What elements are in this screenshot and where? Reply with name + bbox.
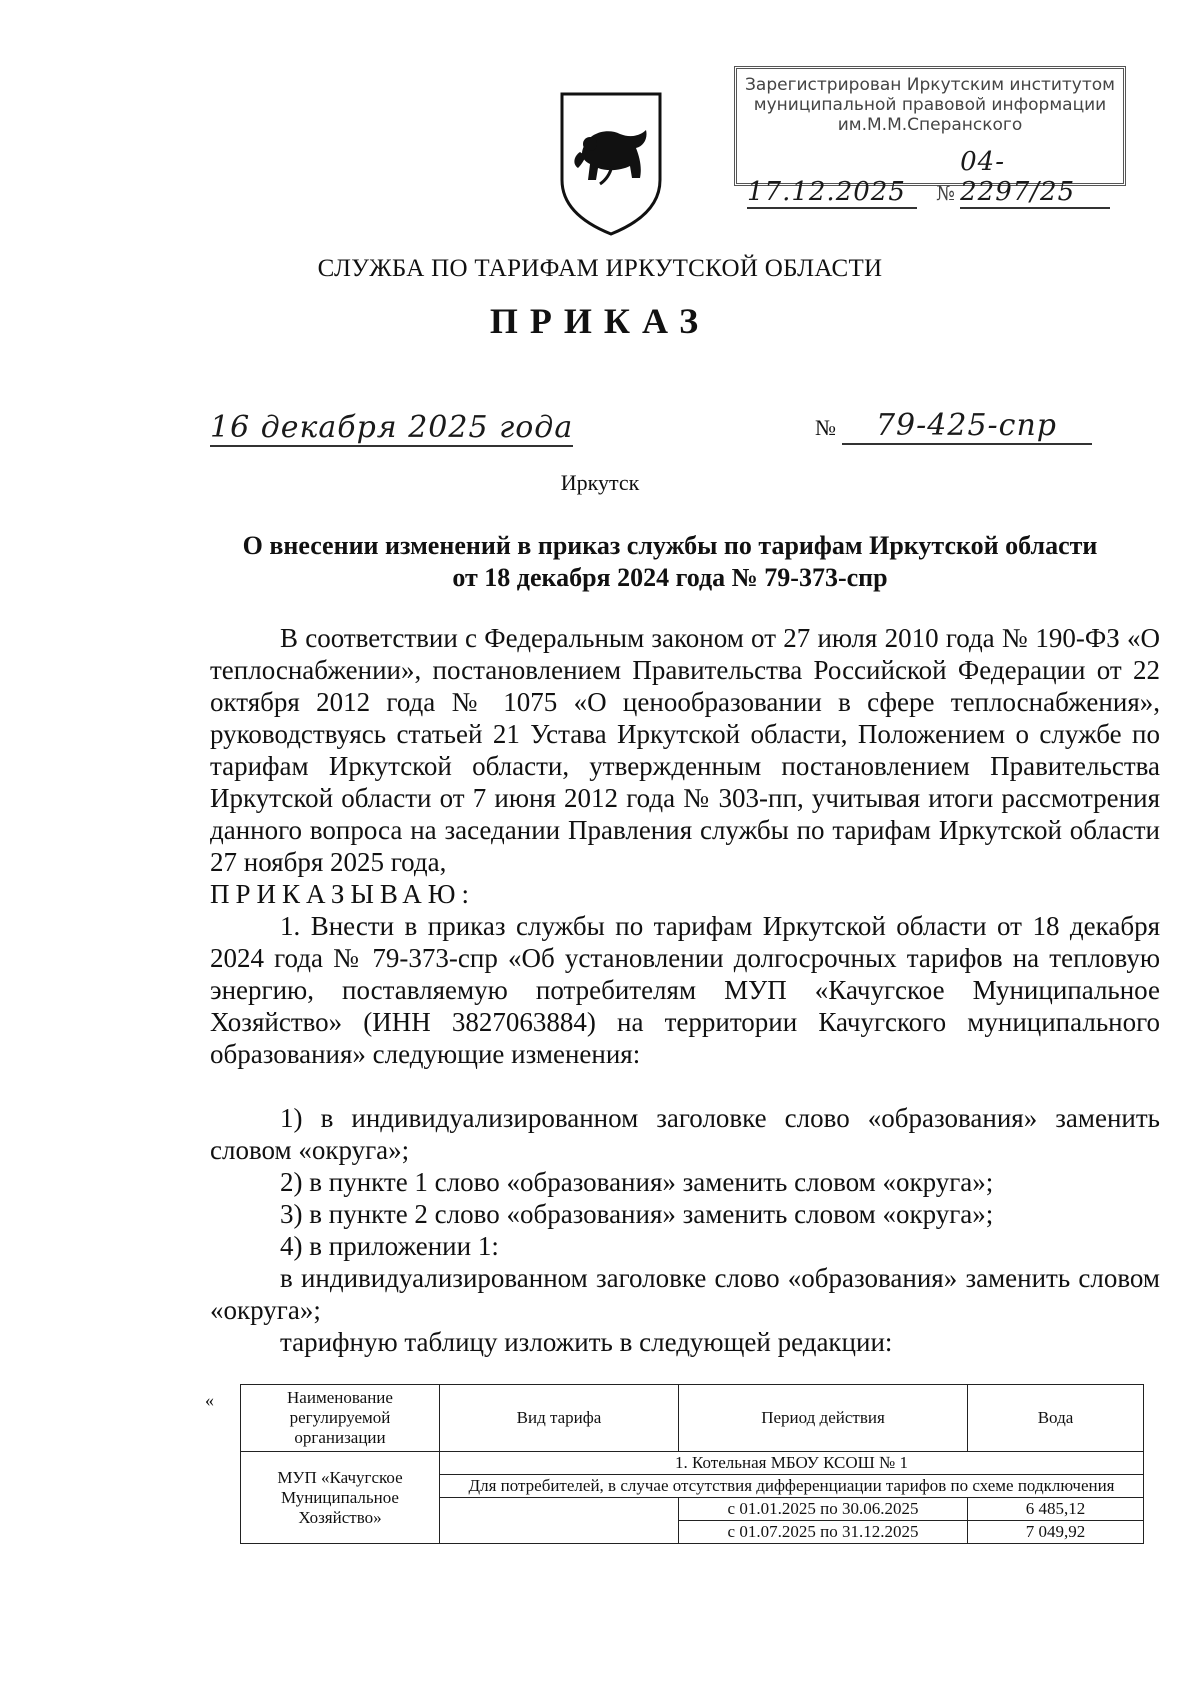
document-city: Иркутск — [560, 470, 640, 495]
stamp-registration-row — [747, 147, 1113, 207]
subitem-3: 3) в пункте 2 слово «образования» заменить словом «округа»; — [280, 1199, 994, 1229]
table-header-cell: Вода — [968, 1385, 1144, 1452]
document-number-row — [815, 408, 1092, 445]
tariff-table — [240, 1384, 1144, 1544]
section-cell: 1. Котельная МБОУ КСОШ № 1 — [440, 1452, 1144, 1475]
preamble-paragraph: В соответствии с Федеральным законом от 27 июля 2010 года № 190-ФЗ «О теплоснабжении», постановлением Правительства Российской Федерации от 22 октября 2012 года № 1075 «О ценообразовании в сфере теплоснабжения», руководствуясь статьей 21 Устава Иркутской области, Положением о службе по тарифам Иркутской области, утвержденным постановлением Правительства Иркутской области от 7 июня 2012 года № 303-пп, учитывая итоги рассмотрения данного вопроса на заседании Правления службы по тарифам Иркутской области 27 ноября 2025 года, — [210, 623, 1160, 877]
value-cell: 7 049,92 — [968, 1521, 1144, 1544]
table-row — [241, 1452, 1144, 1475]
stamp-reg-number: 04-2297/25 — [960, 147, 1110, 209]
document-type: ПРИКАЗ — [489, 301, 711, 341]
table-open-quote: « — [205, 1390, 214, 1410]
stamp-line: им.М.М.Сперанского — [837, 115, 1023, 135]
document-title — [170, 530, 1170, 594]
subitem-4b: тарифную таблицу изложить в следующей редакции: — [280, 1327, 893, 1357]
subitem-4: 4) в приложении 1: — [280, 1231, 499, 1261]
stamp-no-label: № — [936, 181, 956, 205]
table-header-cell: Вид тарифа — [440, 1385, 679, 1452]
table-header-cell: Период действия — [679, 1385, 968, 1452]
agency-name: СЛУЖБА ПО ТАРИФАМ ИРКУТСКОЙ ОБЛАСТИ — [317, 255, 883, 282]
org-name-cell: МУП «Качугское Муниципальное Хозяйство» — [241, 1452, 440, 1544]
subitem-2: 2) в пункте 1 слово «образования» заменить словом «округа»; — [280, 1167, 994, 1197]
table-header-cell: Наименование регулируемой организации — [241, 1385, 440, 1452]
order-word: ПРИКАЗЫВАЮ: — [210, 879, 475, 909]
table-header-row — [241, 1385, 1144, 1452]
item-1-paragraph: 1. Внести в приказ службы по тарифам Иркутской области от 18 декабря 2024 года № 79-373-спр «Об установлении долгосрочных тарифов на тепловую энергию, поставляемую потребителям МУП «Качугское Муниципальное Хозяйство» (ИНН 3827063884) на территории Качугского муниципального образования» следующие изменения: — [210, 911, 1160, 1069]
subitem-1: 1) в индивидуализированном заголовке слово «образования» заменить словом «округа»; — [210, 1103, 1160, 1165]
subitem-4a: в индивидуализированном заголовке слово «образования» заменить словом «округа»; — [210, 1263, 1160, 1325]
stamp-line: муниципальной правовой информации — [753, 95, 1107, 115]
document-number: 79-425-спр — [842, 408, 1092, 445]
value-cell: 6 485,12 — [968, 1498, 1144, 1521]
title-line: от 18 декабря 2024 года № 79-373-спр — [452, 563, 888, 592]
coat-of-arms-icon — [556, 88, 666, 238]
subsection-cell: Для потребителей, в случае отсутствия дифференциации тарифов по схеме подключения — [440, 1475, 1144, 1498]
period-cell: с 01.01.2025 по 30.06.2025 — [679, 1498, 968, 1521]
tariff-type-cell — [440, 1498, 679, 1544]
registration-stamp — [734, 66, 1126, 207]
title-line: О внесении изменений в приказ службы по тарифам Иркутской области — [242, 531, 1098, 560]
period-cell: с 01.07.2025 по 31.12.2025 — [679, 1521, 968, 1544]
stamp-reg-date: 17.12.2025 — [747, 177, 917, 209]
stamp-line: Зарегистрирован Иркутским институтом — [745, 75, 1115, 95]
document-date: 16 декабря 2025 года — [210, 410, 574, 445]
document-no-label: № — [815, 415, 836, 440]
